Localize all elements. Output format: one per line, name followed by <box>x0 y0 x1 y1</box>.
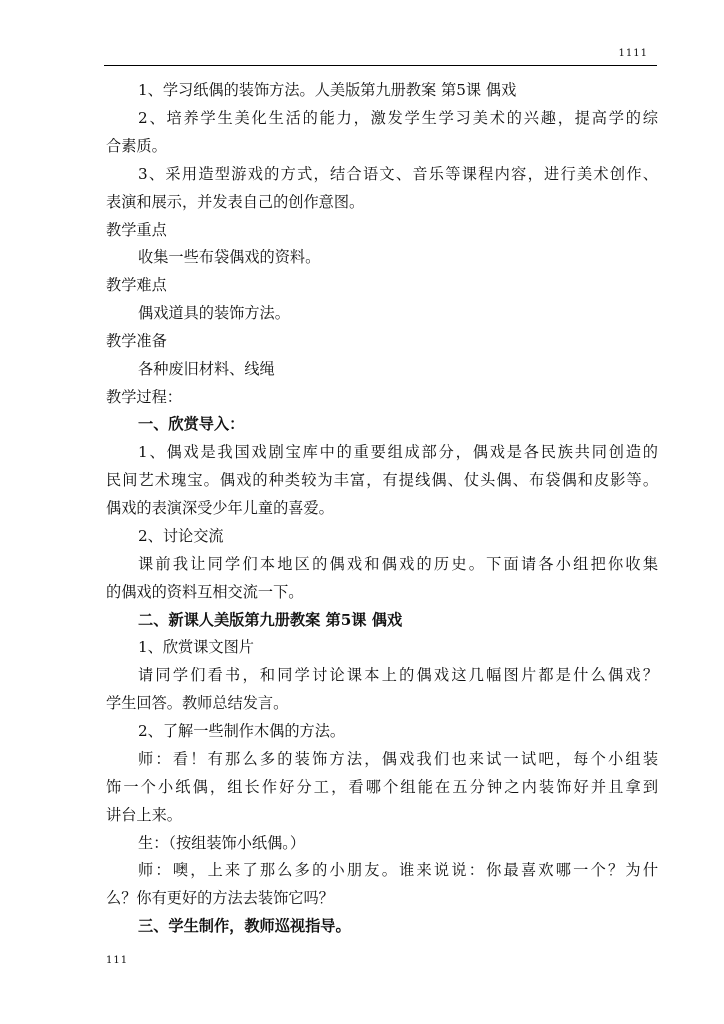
text-line: 表演和展示，并发表自己的创作意图。 <box>106 193 365 211</box>
text-line: 1、偶戏是我国戏剧宝库中的重要组成部分，偶戏是各民族共同创造的 <box>138 443 658 461</box>
text-line: 么？你有更好的方法去装饰它吗？ <box>106 889 334 907</box>
text-line: 师：噢，上来了那么多的小朋友。谁来说说：你最喜欢哪一个？为什 <box>138 861 658 879</box>
page-footer-text: 111 <box>106 955 129 966</box>
text-line: 2、培养学生美化生活的能力，激发学生学习美术的兴趣，提高学的综 <box>138 109 658 127</box>
text-line: 饰一个小纸偶，组长作好分工，看哪个组能在五分钟之内装饰好并且拿到 <box>106 778 658 796</box>
text-line: 1、学习纸偶的装饰方法。人美版第九册教案 第5课 偶戏 <box>138 81 517 99</box>
text-line: 偶戏道具的装饰方法。 <box>138 304 290 322</box>
text-line: 收集一些布袋偶戏的资料。 <box>138 248 321 266</box>
text-line: 师：看！有那么多的装饰方法，偶戏我们也来试一试吧，每个小组装 <box>138 750 658 768</box>
text-line: 2、讨论交流 <box>138 527 224 545</box>
text-line: 课前我让同学们本地区的偶戏和偶戏的历史。下面请各小组把你收集 <box>138 555 658 573</box>
subsection-heading: 三、学生制作，教师巡视指导。 <box>138 917 351 935</box>
subsection-heading: 一、欣赏导入： <box>138 415 245 433</box>
section-heading: 教学准备 <box>106 332 167 350</box>
text-line: 偶戏的表演深受少年儿童的喜爱。 <box>106 499 334 517</box>
section-heading: 教学重点 <box>106 221 167 239</box>
subsection-heading: 二、新课人美版第九册教案 第5课 偶戏 <box>138 611 403 629</box>
text-line: 合素质。 <box>106 137 167 155</box>
text-line: 民间艺术瑰宝。偶戏的种类较为丰富，有提线偶、仗头偶、布袋偶和皮影等。 <box>106 471 658 489</box>
section-heading: 教学难点 <box>106 276 167 294</box>
text-line: 3、采用造型游戏的方式，结合语文、音乐等课程内容，进行美术创作、 <box>138 165 658 183</box>
text-line: 各种废旧材料、线绳 <box>138 360 275 378</box>
text-line: 请同学们看书，和同学讨论课本上的偶戏这几幅图片都是什么偶戏？ <box>138 666 658 684</box>
text-line: 讲台上来。 <box>106 806 182 824</box>
page-header-text: 1111 <box>618 48 648 59</box>
text-line: 的偶戏的资料互相交流一下。 <box>106 583 304 601</box>
text-line: 1、欣赏课文图片 <box>138 638 254 656</box>
text-line: 生：（按组装饰小纸偶。） <box>138 834 306 852</box>
section-heading: 教学过程： <box>106 388 182 406</box>
text-line: 2、了解一些制作木偶的方法。 <box>138 722 346 740</box>
text-line: 学生回答。教师总结发言。 <box>106 694 289 712</box>
header-rule <box>104 65 657 66</box>
